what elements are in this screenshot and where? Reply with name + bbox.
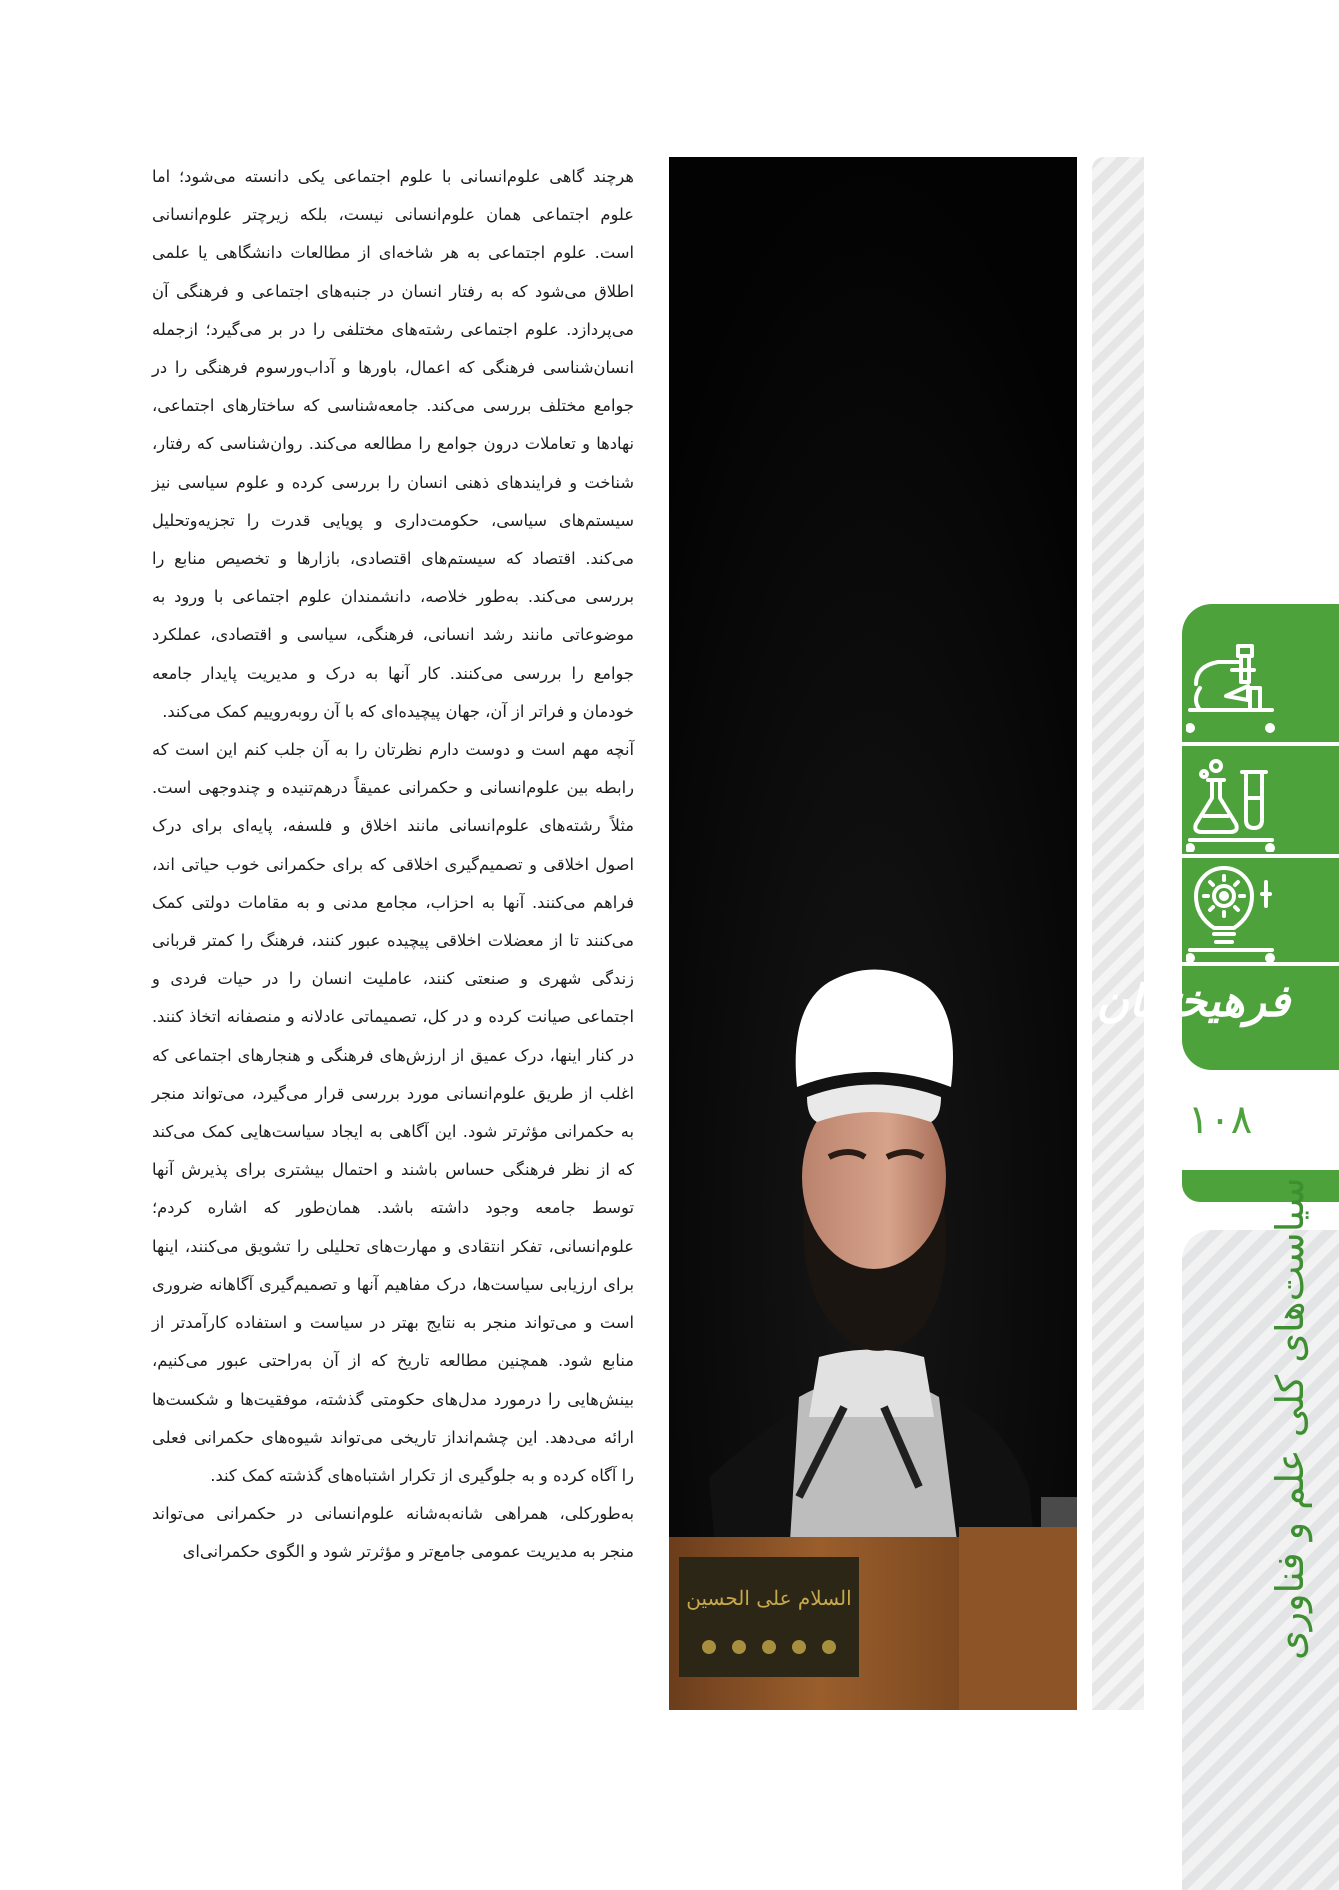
decorative-stripe-upper — [1092, 157, 1144, 1710]
page-number: ۱۰۸ — [1187, 1097, 1253, 1143]
divider — [1182, 742, 1339, 746]
podium-sign-text: السلام علی الحسین — [686, 1586, 852, 1610]
article-paragraph: آنچه مهم است و دوست دارم نظرتان را به آن جلب کنم این است که رابطه بین علوم‌انسانی و حکمرانی عمیقاً درهم‌تنیده و چندوجهی است. مثلاً رشته‌های علوم‌انسانی مانند اخلاق و فلسفه، پایه‌ای برای درک اصول اخلاقی و تصمیم‌گیری اخلاقی که برای حکمرانی خوب حیاتی اند، فراهم می‌کنند. آنها به احزاب، مجامع مدنی و به مقامات دولتی کمک می‌کنند تا از معضلات اخلاقی پیچیده عبور کنند، فرهنگ را کمتر قربانی زندگی شهری و صنعتی کنند، عاملیت انسان را در حیات فردی و اجتماعی صیانت کرده و در کل، تصمیماتی عادلانه و منصفانه اتخاذ کنند. در کنار اینها، درک عمیق از ارزش‌های فرهنگی و هنجارهای اجتماعی که اغلب از طریق علوم‌انسانی مورد بررسی قرار می‌گیرد، می‌تواند منجر به حکمرانی مؤثرتر شود. این آگاهی به ایجاد سیاست‌هایی کمک می‌کند که از نظر فرهنگی حساس باشند و احتمال بیشتری برای پذیرش آنها توسط جامعه وجود داشته باشد. همان‌طور که اشاره کردم؛ علوم‌انسانی، تفکر انتقادی و مهارت‌های تحلیلی را تشویق می‌کنند، اینها برای ارزیابی سیاست‌ها، درک مفاهیم آنها و تصمیم‌گیری آگاهانه ضروری است و می‌تواند منجر به نتایج بهتر در سیاست و استفاده کارآمدتر از منابع شود. همچنین مطالعه تاریخ که از آن به‌راحتی عبور می‌کنیم، بینش‌هایی را درمورد مدل‌های حکومتی گذشته، موفقیت‌ها و شکست‌ها ارائه می‌دهد. این چشم‌انداز تاریخی می‌تواند شیوه‌های حکمرانی فعلی را آگاه کرده و به جلوگیری از تکرار اشتباه‌های گذشته کمک کند. — [152, 740, 634, 1485]
magazine-logo: فرهیختگان — [1096, 976, 1290, 1027]
article-body — [152, 158, 634, 1572]
chapter-title: سیاست‌های کلی علم و فناوری — [1268, 1177, 1312, 1660]
chemistry-flask-icon — [1186, 752, 1276, 852]
article-paragraph: به‌طورکلی، همراهی شانه‌به‌شانه علوم‌انسانی در حکمرانی می‌تواند منجر به مدیریت عمومی جامع‌تر و مؤثرتر شود و الگوی حکمرانی‌ای — [152, 1504, 634, 1562]
divider — [1182, 962, 1339, 966]
decorative-stripe-lower — [1182, 1230, 1339, 1890]
article-paragraph: هرچند گاهی علوم‌انسانی با علوم اجتماعی یکی دانسته می‌شود؛ اما علوم اجتماعی همان علوم‌انسانی نیست، بلکه زیرچتر علوم‌انسانی است. علوم اجتماعی به هر شاخه‌ای از مطالعات دانشگاهی یا علمی اطلاق می‌شود که به رفتار انسان در جنبه‌های اجتماعی و فرهنگی آن می‌پردازد. علوم اجتماعی رشته‌های مختلفی را در بر می‌گیرد؛ ازجمله انسان‌شناسی فرهنگی که اعمال، باورها و آداب‌ورسوم فرهنگی را در جوامع مختلف بررسی می‌کند. جامعه‌شناسی که ساختارهای اجتماعی، نهادها و تعاملات درون جوامع را مطالعه می‌کند. روان‌شناسی که رفتار، شناخت و فرایندهای ذهنی انسان را بررسی کرده و علوم سیاسی نیز سیستم‌های سیاسی، حکومت‌داری و پویایی قدرت را تجزیه‌وتحلیل می‌کند. اقتصاد که سیستم‌های اقتصادی، بازارها و تخصیص منابع را بررسی می‌کند. به‌طور خلاصه، دانشمندان علوم اجتماعی با ورود به موضوعاتی مانند رشد انسانی، فرهنگی، سیاسی و اقتصادی، عملکرد جوامع را بررسی می‌کنند. کار آنها به درک و مدیریت پایدار جامعه خودمان و فراتر از آن، جهان پیچیده‌ای که با آن روبه‌روییم کمک می‌کند. — [152, 167, 634, 721]
divider — [1182, 854, 1339, 858]
lightbulb-gear-icon — [1186, 862, 1276, 962]
speaker-photo — [669, 157, 1077, 1710]
page-number-bar — [1182, 1170, 1339, 1202]
microscope-icon — [1186, 640, 1276, 740]
